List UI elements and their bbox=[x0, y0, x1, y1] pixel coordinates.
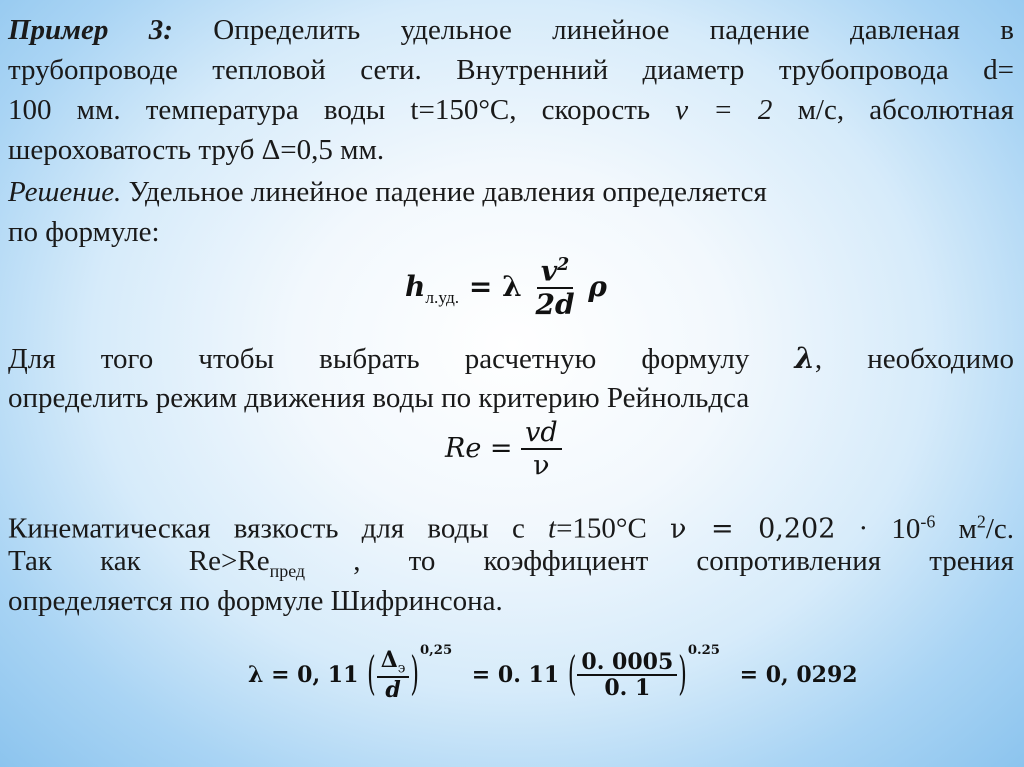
formula-h-numerator: $v^2$ bbox=[537, 256, 573, 289]
paren-open-2: ( bbox=[567, 649, 577, 702]
formula-lambda bbox=[248, 642, 858, 704]
example-text-2: трубопроводе тепловой сети. Внутренний диаметр трубопровода d= bbox=[8, 54, 1014, 86]
formula-lambda-mid: = 0. 11 bbox=[471, 661, 560, 688]
para3-line-3 bbox=[8, 583, 503, 619]
formula-re bbox=[445, 418, 562, 481]
solution-text-2: по формуле: bbox=[8, 216, 160, 248]
example-line-1 bbox=[8, 12, 1014, 48]
para2-text-2: определить режим движения воды по критерию Рейнольдса bbox=[8, 382, 750, 414]
para3-exp: -6 bbox=[920, 511, 936, 531]
solution-line-1 bbox=[8, 174, 767, 210]
para3-re-sub: пред bbox=[269, 560, 306, 581]
para3-text-1b: =150°С bbox=[556, 512, 647, 545]
para2-line-1 bbox=[8, 340, 1014, 377]
para2-text-1a: Для того чтобы выбрать расчетную формулу bbox=[8, 343, 750, 375]
example-text-3b: м/с, абсолютная bbox=[797, 94, 1014, 126]
formula-re-lhs: Re = bbox=[445, 432, 513, 464]
example-line-2 bbox=[8, 52, 1014, 88]
formula-re-fraction bbox=[521, 418, 562, 481]
para3-t: t bbox=[548, 512, 557, 545]
formula-lambda-lhs: λ = 0, 11 bbox=[248, 661, 359, 688]
example-velocity: v = 2 bbox=[675, 94, 773, 126]
para3-sq: 2 bbox=[976, 511, 986, 531]
formula-h-symbol: h bbox=[405, 270, 426, 304]
para2-line-2 bbox=[8, 380, 749, 416]
solution-line-2 bbox=[8, 214, 160, 250]
para3-per-s: /с. bbox=[985, 512, 1015, 545]
formula-re-denominator: ν bbox=[533, 449, 550, 481]
para3-text-2b: , то коэффициент сопротивления трения bbox=[353, 545, 1015, 577]
formula-h bbox=[405, 256, 607, 321]
para3-line-2 bbox=[8, 543, 1014, 589]
para2-lambda: λ bbox=[794, 341, 815, 375]
example-line-3 bbox=[8, 92, 1014, 128]
para3-text-1a: Кинематическая вязкость для воды с bbox=[8, 512, 525, 545]
frac1-den: d bbox=[385, 677, 401, 704]
example-text-4: шероховатость труб Δ=0,5 мм. bbox=[8, 134, 385, 166]
solution-text-1: Удельное линейное падение давления определяется bbox=[128, 176, 767, 208]
formula-h-subscript: л.уд. bbox=[425, 287, 460, 307]
para3-nu: ν = 0,202 bbox=[670, 513, 836, 545]
para3-ten: 10 bbox=[891, 512, 921, 545]
paren-close-1: ) bbox=[410, 649, 419, 702]
example-text-1: Определить удельное линейное падение давленая в bbox=[213, 14, 1014, 46]
para3-text-2a: Так как Re>Re bbox=[8, 545, 270, 577]
para3-text-3: определяется по формуле Шифринсона. bbox=[8, 585, 503, 617]
frac2-den: 0. 1 bbox=[604, 675, 651, 702]
para3-line-1 bbox=[8, 503, 1014, 548]
frac1-num: $\Delta_э$ bbox=[377, 648, 410, 678]
paren-close-2: ) bbox=[678, 649, 687, 702]
formula-lambda-exp2: 0.25 bbox=[687, 642, 720, 658]
para3-dot: · bbox=[858, 512, 869, 545]
example-line-4 bbox=[8, 132, 384, 168]
formula-h-fraction bbox=[531, 256, 578, 321]
formula-lambda-frac2 bbox=[577, 650, 677, 701]
example-text-3a: 100 мм. температура воды t=150°С, скорость bbox=[8, 94, 651, 126]
formula-lambda-exp1: 0,25 bbox=[420, 642, 453, 658]
paren-open-1: ( bbox=[367, 649, 376, 702]
formula-h-num-exp: 2 bbox=[557, 255, 570, 275]
formula-lambda-result: = 0, 0292 bbox=[739, 661, 858, 688]
frac2-num: 0. 0005 bbox=[577, 650, 677, 676]
formula-h-eq: = λ bbox=[468, 270, 522, 304]
para2-text-1b: , необходимо bbox=[814, 343, 1014, 375]
example-label: Пример 3: bbox=[8, 14, 173, 46]
para3-m: м bbox=[958, 512, 977, 545]
formula-h-denominator: 2d bbox=[535, 288, 575, 322]
solution-label: Решение. bbox=[8, 176, 122, 208]
formula-lambda-frac1 bbox=[377, 648, 410, 704]
formula-h-rho: ρ bbox=[588, 270, 607, 304]
formula-re-numerator: vd bbox=[521, 418, 562, 450]
